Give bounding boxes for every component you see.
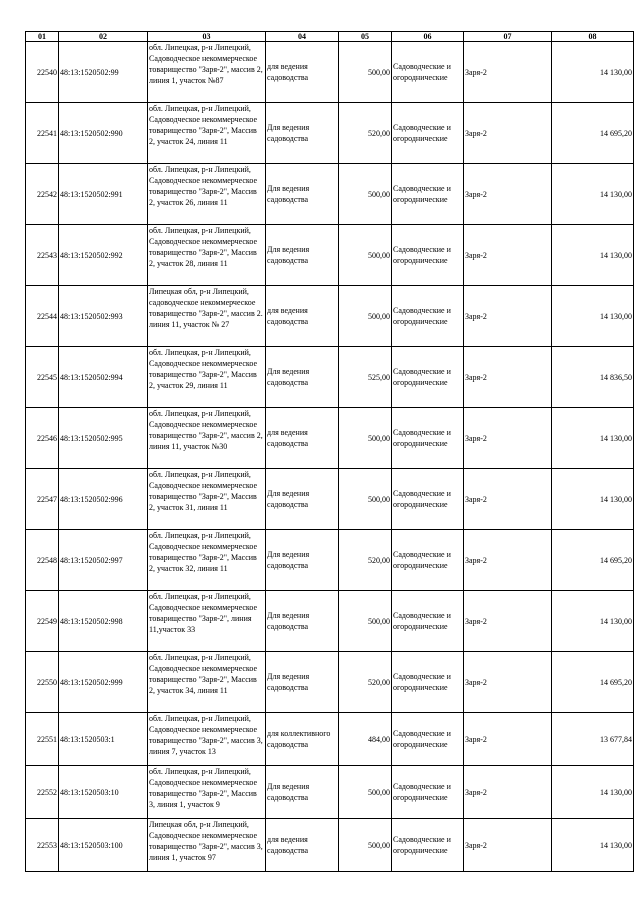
address-text: обл. Липецкая, р-н Липецкий, Садоводческое некоммерческое товарищество "Заря-2", Массив 2, участок 24, линия 11 <box>149 104 258 146</box>
area-cell: 520,00 <box>339 530 392 591</box>
cadastral-number-cell: 48:13:1520502:998 <box>59 591 148 652</box>
permitted-use-cell: для ведения садоводства <box>266 408 339 469</box>
address-text: обл. Липецкая, р-н Липецкий, Садоводческое некоммерческое товарищество "Заря-2", Массив 3, линия 1, участок 9 <box>149 767 258 809</box>
address-cell <box>148 766 266 819</box>
document-page <box>25 31 633 872</box>
address-text: обл. Липецкая, р-н Липецкий, Садоводческое некоммерческое товарищество "Заря-2", массив 3, линия 7, участок 13 <box>149 714 263 756</box>
address-cell <box>148 225 266 286</box>
cadastral-value-cell: 14 130,00 <box>552 819 634 872</box>
settlement-cell: Заря-2 <box>464 225 552 286</box>
land-category-cell: Садоводческие и огороднические <box>392 103 464 164</box>
table-row <box>26 347 634 408</box>
cadastral-value-cell: 14 130,00 <box>552 591 634 652</box>
cadastral-value-cell: 14 130,00 <box>552 408 634 469</box>
permitted-use-cell: Для ведения садоводства <box>266 766 339 819</box>
cadastral-number-cell: 48:13:1520502:993 <box>59 286 148 347</box>
address-text: Липецкая обл, р-н Липецкий, Садоводческое некоммерческое товарищество "Заря-2", массив 3, линия 1, участок 97 <box>149 820 263 862</box>
land-category-cell: Садоводческие и огороднические <box>392 652 464 713</box>
cadastral-value-cell: 14 130,00 <box>552 469 634 530</box>
permitted-use-cell: для коллективного садоводства <box>266 713 339 766</box>
area-cell: 500,00 <box>339 766 392 819</box>
header-cell: 08 <box>552 32 634 42</box>
cadastral-value-cell: 14 836,50 <box>552 347 634 408</box>
land-category-cell: Садоводческие и огороднические <box>392 347 464 408</box>
land-category-cell: Садоводческие и огороднические <box>392 286 464 347</box>
cadastral-number-cell: 48:13:1520502:999 <box>59 652 148 713</box>
settlement-cell: Заря-2 <box>464 713 552 766</box>
area-cell: 500,00 <box>339 42 392 103</box>
address-cell <box>148 42 266 103</box>
area-cell: 484,00 <box>339 713 392 766</box>
cadastral-number-cell: 48:13:1520502:994 <box>59 347 148 408</box>
header-cell: 05 <box>339 32 392 42</box>
settlement-cell: Заря-2 <box>464 591 552 652</box>
cadastral-number-cell: 48:13:1520503:100 <box>59 819 148 872</box>
address-text: обл. Липецкая, р-н Липецкий, Садоводческое некоммерческое товарищество "Заря-2", Массив 2, участок 32, линия 11 <box>149 531 258 573</box>
permitted-use-cell: Для ведения садоводства <box>266 469 339 530</box>
cadastral-value-cell: 14 130,00 <box>552 766 634 819</box>
header-row <box>26 32 634 42</box>
cadastral-number-cell: 48:13:1520502:990 <box>59 103 148 164</box>
address-cell <box>148 469 266 530</box>
address-cell <box>148 286 266 347</box>
permitted-use-cell: Для ведения садоводства <box>266 591 339 652</box>
table-row <box>26 408 634 469</box>
address-cell <box>148 530 266 591</box>
land-category-cell: Садоводческие и огороднические <box>392 225 464 286</box>
land-category-cell: Садоводческие и огороднические <box>392 819 464 872</box>
header-cell: 03 <box>148 32 266 42</box>
cadastral-number-cell: 48:13:1520502:997 <box>59 530 148 591</box>
cadastral-value-cell: 14 695,20 <box>552 652 634 713</box>
area-cell: 500,00 <box>339 819 392 872</box>
table-row <box>26 713 634 766</box>
address-cell <box>148 164 266 225</box>
address-cell <box>148 713 266 766</box>
address-text: обл. Липецкая, р-н Липецкий, Садоводческое некоммерческое товарищество "Заря-2", Массив 2, участок 28, линия 11 <box>149 226 258 268</box>
permitted-use-cell: Для ведения садоводства <box>266 652 339 713</box>
row-number-cell: 22553 <box>26 819 59 872</box>
cadastral-value-cell: 14 130,00 <box>552 225 634 286</box>
address-text: обл. Липецкая, р-н Липецкий, Садоводческое некоммерческое товарищество "Заря-2", Массив 2, участок 29, линия 11 <box>149 348 258 390</box>
permitted-use-cell: для ведения садоводства <box>266 42 339 103</box>
settlement-cell: Заря-2 <box>464 819 552 872</box>
land-category-cell: Садоводческие и огороднические <box>392 591 464 652</box>
address-text: обл. Липецкая, р-н Липецкий, Садоводческое некоммерческое товарищество "Заря-2", массив 2, линия 11, участок №30 <box>149 409 263 451</box>
settlement-cell: Заря-2 <box>464 408 552 469</box>
area-cell: 520,00 <box>339 652 392 713</box>
cadastral-value-cell: 14 130,00 <box>552 42 634 103</box>
table-row <box>26 225 634 286</box>
land-category-cell: Садоводческие и огороднические <box>392 530 464 591</box>
settlement-cell: Заря-2 <box>464 164 552 225</box>
row-number-cell: 22550 <box>26 652 59 713</box>
address-cell <box>148 103 266 164</box>
row-number-cell: 22540 <box>26 42 59 103</box>
land-category-cell: Садоводческие и огороднические <box>392 164 464 225</box>
area-cell: 500,00 <box>339 469 392 530</box>
header-cell: 02 <box>59 32 148 42</box>
area-cell: 525,00 <box>339 347 392 408</box>
address-cell <box>148 652 266 713</box>
land-category-cell: Садоводческие и огороднические <box>392 408 464 469</box>
header-cell: 06 <box>392 32 464 42</box>
row-number-cell: 22551 <box>26 713 59 766</box>
row-number-cell: 22545 <box>26 347 59 408</box>
table-row <box>26 819 634 872</box>
land-plots-table <box>25 31 634 872</box>
permitted-use-cell: для ведения садоводства <box>266 819 339 872</box>
cadastral-value-cell: 14 695,20 <box>552 530 634 591</box>
table-row <box>26 164 634 225</box>
address-text: обл. Липецкая, р-н Липецкий, Садоводческое некоммерческое товарищество "Заря-2", массив 2, линия 1, участок №87 <box>149 43 263 85</box>
row-number-cell: 22552 <box>26 766 59 819</box>
row-number-cell: 22547 <box>26 469 59 530</box>
row-number-cell: 22543 <box>26 225 59 286</box>
permitted-use-cell: Для ведения садоводства <box>266 530 339 591</box>
cadastral-number-cell: 48:13:1520502:99 <box>59 42 148 103</box>
cadastral-number-cell: 48:13:1520502:992 <box>59 225 148 286</box>
settlement-cell: Заря-2 <box>464 469 552 530</box>
address-text: обл. Липецкая, р-н Липецкий, Садоводческое некоммерческое товарищество "Заря-2", Массив 2, участок 34, линия 11 <box>149 653 258 695</box>
table-row <box>26 766 634 819</box>
land-category-cell: Садоводческие и огороднические <box>392 469 464 530</box>
permitted-use-cell: для ведения садоводства <box>266 286 339 347</box>
table-row <box>26 591 634 652</box>
address-text: обл. Липецкая, р-н Липецкий, Садоводческое некоммерческое товарищество "Заря-2", Массив 2, участок 31, линия 11 <box>149 470 258 512</box>
cadastral-value-cell: 14 130,00 <box>552 286 634 347</box>
header-cell: 07 <box>464 32 552 42</box>
settlement-cell: Заря-2 <box>464 103 552 164</box>
address-cell <box>148 347 266 408</box>
row-number-cell: 22544 <box>26 286 59 347</box>
cadastral-number-cell: 48:13:1520503:1 <box>59 713 148 766</box>
area-cell: 500,00 <box>339 225 392 286</box>
area-cell: 520,00 <box>339 103 392 164</box>
cadastral-number-cell: 48:13:1520503:10 <box>59 766 148 819</box>
land-category-cell: Садоводческие и огороднические <box>392 766 464 819</box>
table-row <box>26 652 634 713</box>
permitted-use-cell: Для ведения садоводства <box>266 225 339 286</box>
permitted-use-cell: Для ведения садоводства <box>266 103 339 164</box>
settlement-cell: Заря-2 <box>464 766 552 819</box>
permitted-use-cell: Для ведения садоводства <box>266 164 339 225</box>
row-number-cell: 22549 <box>26 591 59 652</box>
row-number-cell: 22548 <box>26 530 59 591</box>
row-number-cell: 22546 <box>26 408 59 469</box>
address-text: обл. Липецкая, р-н Липецкий, Садоводческое некоммерческое товарищество "Заря-2", Массив 2, участок 26, линия 11 <box>149 165 258 207</box>
table-row <box>26 103 634 164</box>
header-cell: 01 <box>26 32 59 42</box>
cadastral-number-cell: 48:13:1520502:995 <box>59 408 148 469</box>
row-number-cell: 22542 <box>26 164 59 225</box>
settlement-cell: Заря-2 <box>464 347 552 408</box>
settlement-cell: Заря-2 <box>464 530 552 591</box>
cadastral-number-cell: 48:13:1520502:991 <box>59 164 148 225</box>
settlement-cell: Заря-2 <box>464 42 552 103</box>
cadastral-value-cell: 13 677,84 <box>552 713 634 766</box>
area-cell: 500,00 <box>339 164 392 225</box>
cadastral-value-cell: 14 130,00 <box>552 164 634 225</box>
permitted-use-cell: Для ведения садоводства <box>266 347 339 408</box>
table-row <box>26 286 634 347</box>
area-cell: 500,00 <box>339 591 392 652</box>
cadastral-number-cell: 48:13:1520502:996 <box>59 469 148 530</box>
land-category-cell: Садоводческие и огороднические <box>392 42 464 103</box>
cadastral-value-cell: 14 695,20 <box>552 103 634 164</box>
row-number-cell: 22541 <box>26 103 59 164</box>
area-cell: 500,00 <box>339 286 392 347</box>
area-cell: 500,00 <box>339 408 392 469</box>
table-row <box>26 42 634 103</box>
address-text: обл. Липецкая, р-н Липецкий, Садоводческое некоммерческое товарищество "Заря-2", линия 11,участок 33 <box>149 592 258 634</box>
address-cell <box>148 591 266 652</box>
address-text: Липецкая обл, р-н Липецкий, садоводческое некоммерческое товарищество "Заря-2", массив 2. линия 11, участок № 27 <box>149 287 263 329</box>
table-row <box>26 469 634 530</box>
header-cell: 04 <box>266 32 339 42</box>
address-cell <box>148 408 266 469</box>
land-category-cell: Садоводческие и огороднические <box>392 713 464 766</box>
table-row <box>26 530 634 591</box>
settlement-cell: Заря-2 <box>464 286 552 347</box>
settlement-cell: Заря-2 <box>464 652 552 713</box>
address-cell <box>148 819 266 872</box>
